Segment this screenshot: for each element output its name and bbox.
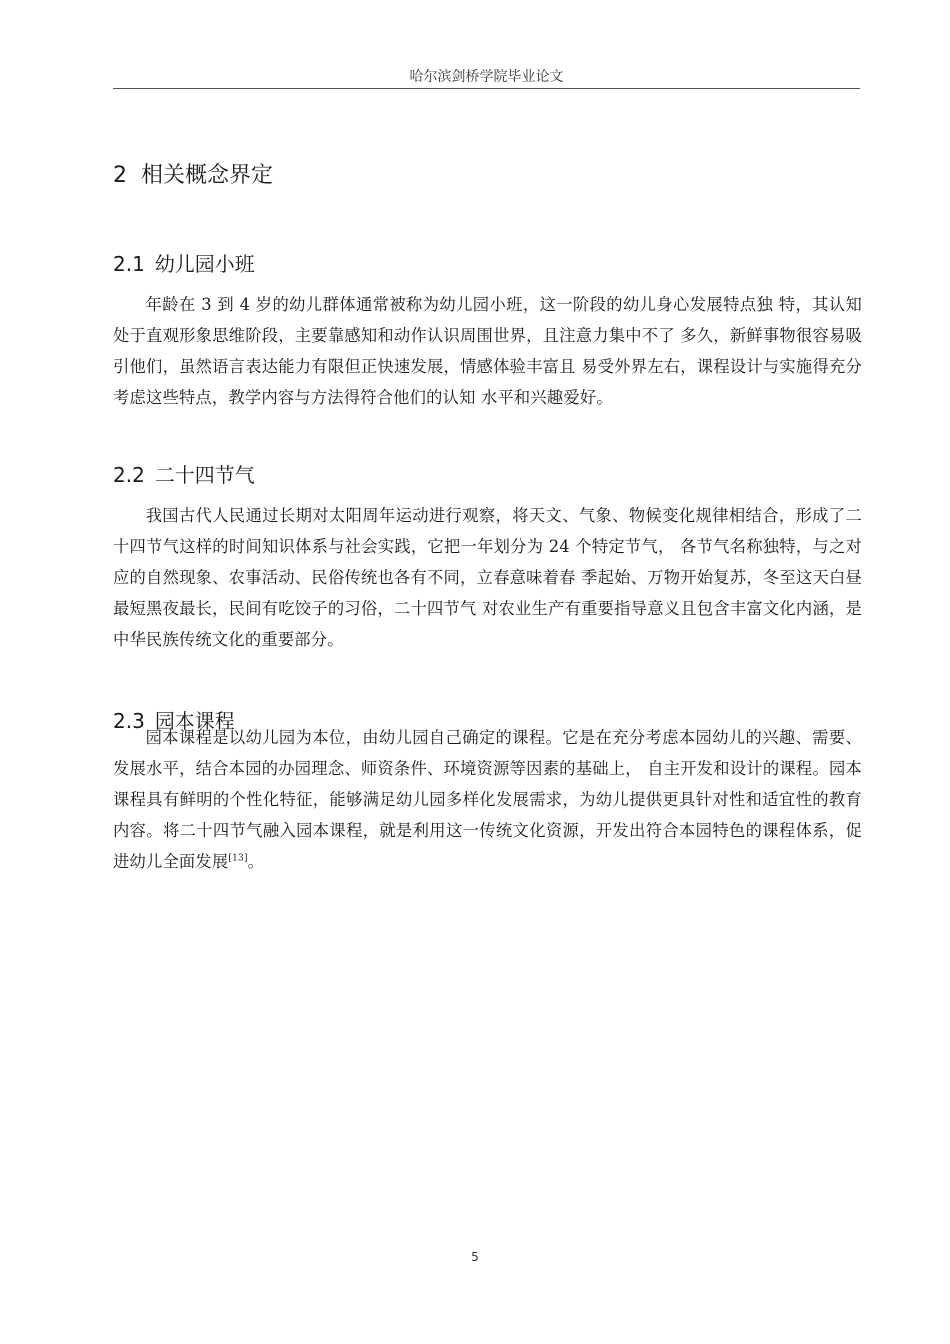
chapter-number: 2: [113, 163, 127, 188]
citation-reference[interactable]: [13]: [228, 853, 248, 864]
section-heading-2-2: [113, 461, 255, 489]
section-number: 2.1: [113, 252, 145, 276]
paragraph-body: 园本课程是以幼儿园为本位，由幼儿园自己确定的课程。它是在充分考虑本园幼儿的兴趣、需要、发展水平，结合本园的办园理念、师资条件、环境资源等因素的基础上， 自主开发和设计的课程。园本课程具有鲜明的个性化特征，能够满足幼儿园多样化发展需求，为幼儿提供更具针对性和适宜性的教育内容。将二十四节气融入园本课程，就是利用这一传统文化资源，开发出符合本园特色的课程体系，促进幼儿全面发展: [113, 728, 862, 871]
section-title: 幼儿园小班: [154, 252, 255, 276]
section-title: 园本课程: [154, 709, 235, 733]
section-heading-2-1: [113, 250, 255, 278]
chapter-heading: [113, 160, 273, 192]
chapter-title: 相关概念界定: [141, 163, 274, 188]
section-number: 2.2: [113, 463, 145, 487]
section-2-3-paragraph: [113, 722, 862, 877]
page-number: 5: [471, 1250, 479, 1264]
section-number: 2.3: [113, 709, 145, 733]
header-divider: [113, 88, 860, 89]
running-header: 哈尔滨剑桥学院毕业论文: [409, 69, 564, 85]
paragraph-end: 。: [247, 852, 265, 871]
section-title: 二十四节气: [154, 463, 255, 487]
section-2-2-paragraph: 我国古代人民通过长期对太阳周年运动进行观察，将天文、气象、物候变化规律相结合，形成了二十四节气这样的时间知识体系与社会实践，它把一年划分为 24 个特定节气， 各节气名称独特，与之对应的自然现象、农事活动、民俗传统也各有不同，立春意味着春 季起始、万物开始复苏，冬至这天白昼最短黑夜最长，民间有吃饺子的习俗，二十四节气 对农业生产有重要指导意义且包含丰富文化内涵，是中华民族传统文化的重要部分。: [113, 506, 862, 649]
section-2-1-paragraph: 年龄在 3 到 4 岁的幼儿群体通常被称为幼儿园小班，这一阶段的幼儿身心发展特点独 特，其认知处于直观形象思维阶段，主要靠感知和动作认识周围世界，且注意力集中不了 多久，新鲜事物很容易吸引他们，虽然语言表达能力有限但正快速发展，情感体验丰富且 易受外界左右，课程设计与实施得充分考虑这些特点，教学内容与方法得符合他们的认知 水平和兴趣爱好。: [113, 295, 862, 407]
